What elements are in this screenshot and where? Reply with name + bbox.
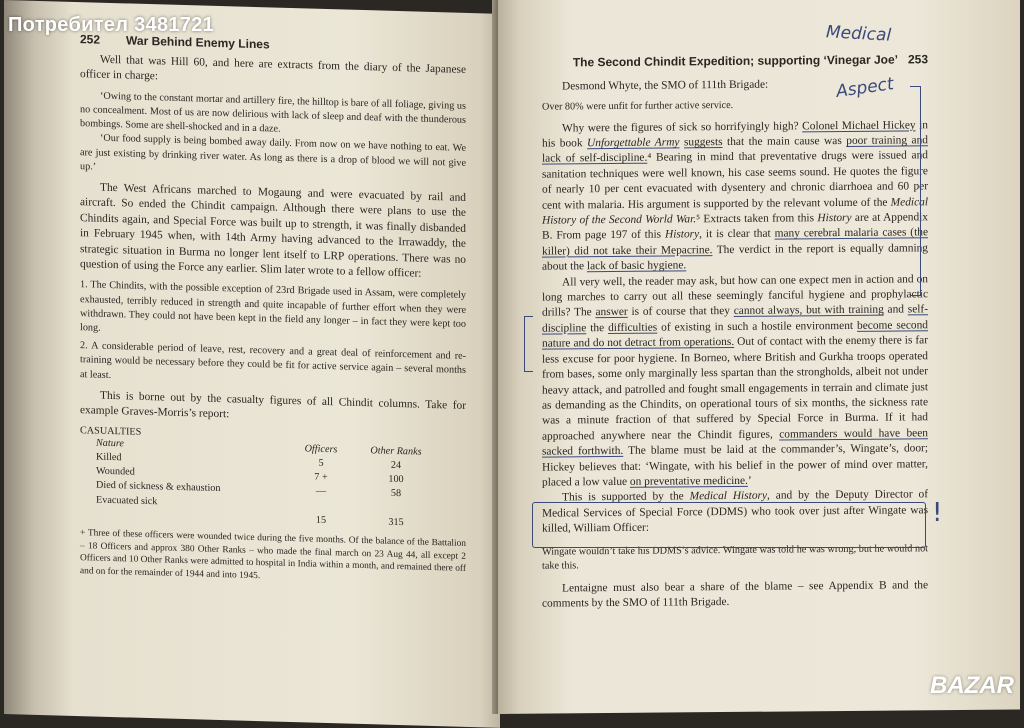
- table-header-officers: Officers: [304, 443, 338, 456]
- table-cell: 15: [315, 514, 327, 526]
- whyte-quote: Over 80% were unfit for further active service.: [542, 100, 734, 114]
- left-running-title: War Behind Enemy Lines: [126, 33, 270, 52]
- underlined-text: on preventative medicine.: [629, 474, 748, 488]
- left-paragraph-3: This is borne out by the casualty figures of all Chindit columns. Take for example Graves-Morris’s report:: [80, 389, 466, 421]
- table-cell: 24: [390, 459, 402, 471]
- table-header-nature: Nature: [96, 437, 124, 450]
- book-title-underlined: Unforgettable Army: [587, 136, 680, 150]
- underlined-text: poor training and lack of self-discipline.: [542, 134, 928, 166]
- table-cell: —: [315, 486, 327, 498]
- table-cell: 100: [388, 473, 404, 486]
- text-run: ⁵ Extracts taken from this: [696, 212, 818, 226]
- right-paragraph-3: [542, 272, 928, 491]
- quote-box-annotation: [532, 502, 926, 548]
- handwritten-note-aspect: Aspect: [834, 74, 895, 102]
- text-run: , and by the Deputy Director of Medical Services of Special Force (DDMS) who took over just after Wingate was killed, William Officer:: [542, 488, 929, 535]
- watermark-brand: [930, 672, 1014, 700]
- underlined-text: answer: [595, 306, 628, 319]
- margin-bracket-left: [524, 316, 533, 372]
- handwritten-exclamation: !: [932, 498, 943, 528]
- book-title: Medical History: [689, 490, 768, 503]
- right-running-head: [542, 52, 928, 69]
- table-cell: 58: [390, 488, 402, 500]
- book-title: History: [817, 211, 852, 225]
- table-cell: Killed: [96, 451, 122, 464]
- right-page-number: 253: [907, 52, 928, 67]
- text-run: Why were the figures of sick so horrifyingly high?: [562, 119, 803, 135]
- underlined-text: lack of basic hygiene.: [586, 259, 687, 273]
- casualties-table: [96, 436, 436, 531]
- diary-quote-2: ‘Our food supply is being bombed away daily. From now on we have nothing to eat. We are just existing by drinking river water. As long as there is a drop of blood we will not give up.’: [80, 133, 466, 173]
- underlined-text: suggests: [683, 136, 723, 149]
- open-book: [4, 0, 1020, 714]
- diary-quote-1: ‘Owing to the constant mortar and artillery fire, the hilltop is bare of all foliage, giving us no concealment. Most of us are now delirious with lack of sleep and deaf with the thunderous bombings. Some are shell-shocked and in a daze.: [80, 90, 466, 135]
- right-paragraph-5: Lentaigne must also bear a share of the blame – see Appendix B and the comments by the SMO of 111th Brigade.: [542, 579, 928, 611]
- table-cell: Wounded: [96, 465, 135, 478]
- text-run: and: [883, 303, 908, 317]
- text-run: All very well, the reader may ask, but how can one expect men in action and on long marches to carry out all these seemingly fanciful hygiene and prophylactic drills? The: [542, 272, 928, 320]
- slim-quote-1: 1. The Chindits, with the possible exception of 23rd Brigade used in Assam, were completely exhausted, terribly reduced in strength and quite incapable of further effort when they were withdrawn. They could not have been kept in the field any longer – in fact they were kept too long.: [80, 279, 466, 334]
- table-header-other-ranks: Other Ranks: [370, 444, 422, 458]
- text-run: that the main cause was: [722, 134, 847, 149]
- underlined-text: self-discipline: [542, 303, 929, 335]
- underlined-text: Colonel Michael Hickey: [802, 118, 916, 132]
- text-run: ⁴ Bearing in mind that preventative drugs were issued and sanitation techniques were well known, his case seems sound. He quotes the figure of nearly 10 per cent evacuated with dysentery and chronic diarrhoea and 60 per cent with malaria. His argument is supported by the relevant volume of the: [542, 149, 928, 212]
- casualties-title: CASUALTIES: [80, 424, 142, 438]
- underlined-text: cannot always, but with training: [733, 304, 884, 318]
- left-page: [4, 0, 500, 728]
- text-run: ’: [747, 474, 752, 487]
- right-page: [498, 0, 1020, 714]
- text-run: are at Appendix B. From page 197 of this: [542, 211, 928, 243]
- slim-quote-2: 2. A considerable period of leave, rest, recovery and a great deal of reinforcement and re-training would be necessary before they could be fit for active service again – several months at least.: [80, 340, 466, 381]
- text-run: The verdict in the report is equally damning about the: [542, 242, 928, 273]
- right-paragraph-1: Desmond Whyte, the SMO of 111th Brigade:: [562, 78, 769, 93]
- officer-quote: Wingate wouldn’t take his DDMS’s advice. Wingate was told he was wrong, but he would not take this.: [542, 542, 928, 572]
- watermark-text: Потребител 3481721: [8, 14, 215, 36]
- slim-extract: [80, 279, 466, 393]
- handwritten-note-medical: Medical: [825, 22, 892, 46]
- underlined-text: difficulties: [608, 321, 658, 334]
- watermark-brand-label: BAZAR: [930, 672, 1014, 699]
- table-cell: Evacuated sick: [96, 494, 158, 507]
- underlined-text: commanders would have been sacked forthwith.: [542, 426, 928, 458]
- text-run: Out of contact with the enemy there is far less excuse for poor hygiene. In Borneo, where British and Gurkha troops operated from bases, some only marginally less spartan than the strongholds, albeit not under heavy attack, and patrolled and fought small engagements in terrain and climate just as demanding as the Chindits, on operational tours of six months, the sickness rate was a minute fraction of that suffered by Special Force in Burma. If it had approached anywhere near the Chindit figures,: [542, 334, 928, 443]
- text-run: This is supported by the: [562, 490, 690, 504]
- table-footnote: + Three of these officers were wounded twice during the five months. Of the balance of the Battalion – 18 Officers and approx 380 Other Ranks – who made the final march on 23 Aug 44, all except 2 Officers and 10 Other Ranks were admitted to hospital in India within a month, and remained there off and on for the remainder of 1944 and into 1945.: [80, 528, 466, 581]
- diary-extract: [80, 89, 466, 185]
- text-run: is of course that they: [627, 305, 734, 319]
- underlined-text: many cerebral malaria cases (the killer) did not take their Mepacrine.: [542, 226, 929, 258]
- right-paragraph-2: [542, 118, 928, 275]
- left-paragraph-2: The West Africans marched to Mogaung and were evacuated by rail and aircraft. So ended the Chindit campaign. Although there were plans to use the Chindits again, and Special Force was built up to strength, it was finally disbanded in February 1945 when, with 14th Army having advanced to the Irrawaddy, the strategic situation in Burma no longer lent itself to LRP operations. There was no question of using the Force any earlier. Slim later wrote to a fellow officer:: [80, 181, 466, 280]
- right-running-title: The Second Chindit Expedition; supporting ‘Vinegar Joe’: [572, 52, 898, 70]
- left-page-number: 252: [80, 32, 101, 47]
- text-run: of existing in such a hostile environment: [657, 319, 858, 334]
- text-run: the: [586, 321, 609, 335]
- book-title: History: [664, 228, 700, 241]
- left-paragraph-1: Well that was Hill 60, and here are extracts from the diary of the Japanese officer in charge:: [80, 53, 466, 83]
- text-run: , it is clear that: [699, 228, 775, 241]
- table-cell: 5: [318, 457, 324, 469]
- table-cell: 7 +: [314, 471, 328, 484]
- book-title: Medical History of the Second World War.: [542, 195, 928, 227]
- margin-bracket-right: [910, 86, 921, 296]
- table-cell: Died of sickness & exhaustion: [96, 479, 221, 495]
- table-cell: 315: [388, 516, 404, 528]
- text-run: in his book: [542, 118, 928, 150]
- text-run: The blame must be laid at the commander’s, Wingate’s, door; Hickey believes that: ‘Wingate, with his belief in the power of mind over matter, placed a low value: [542, 442, 928, 489]
- underlined-text: become second nature and do not detract from operations.: [542, 319, 928, 350]
